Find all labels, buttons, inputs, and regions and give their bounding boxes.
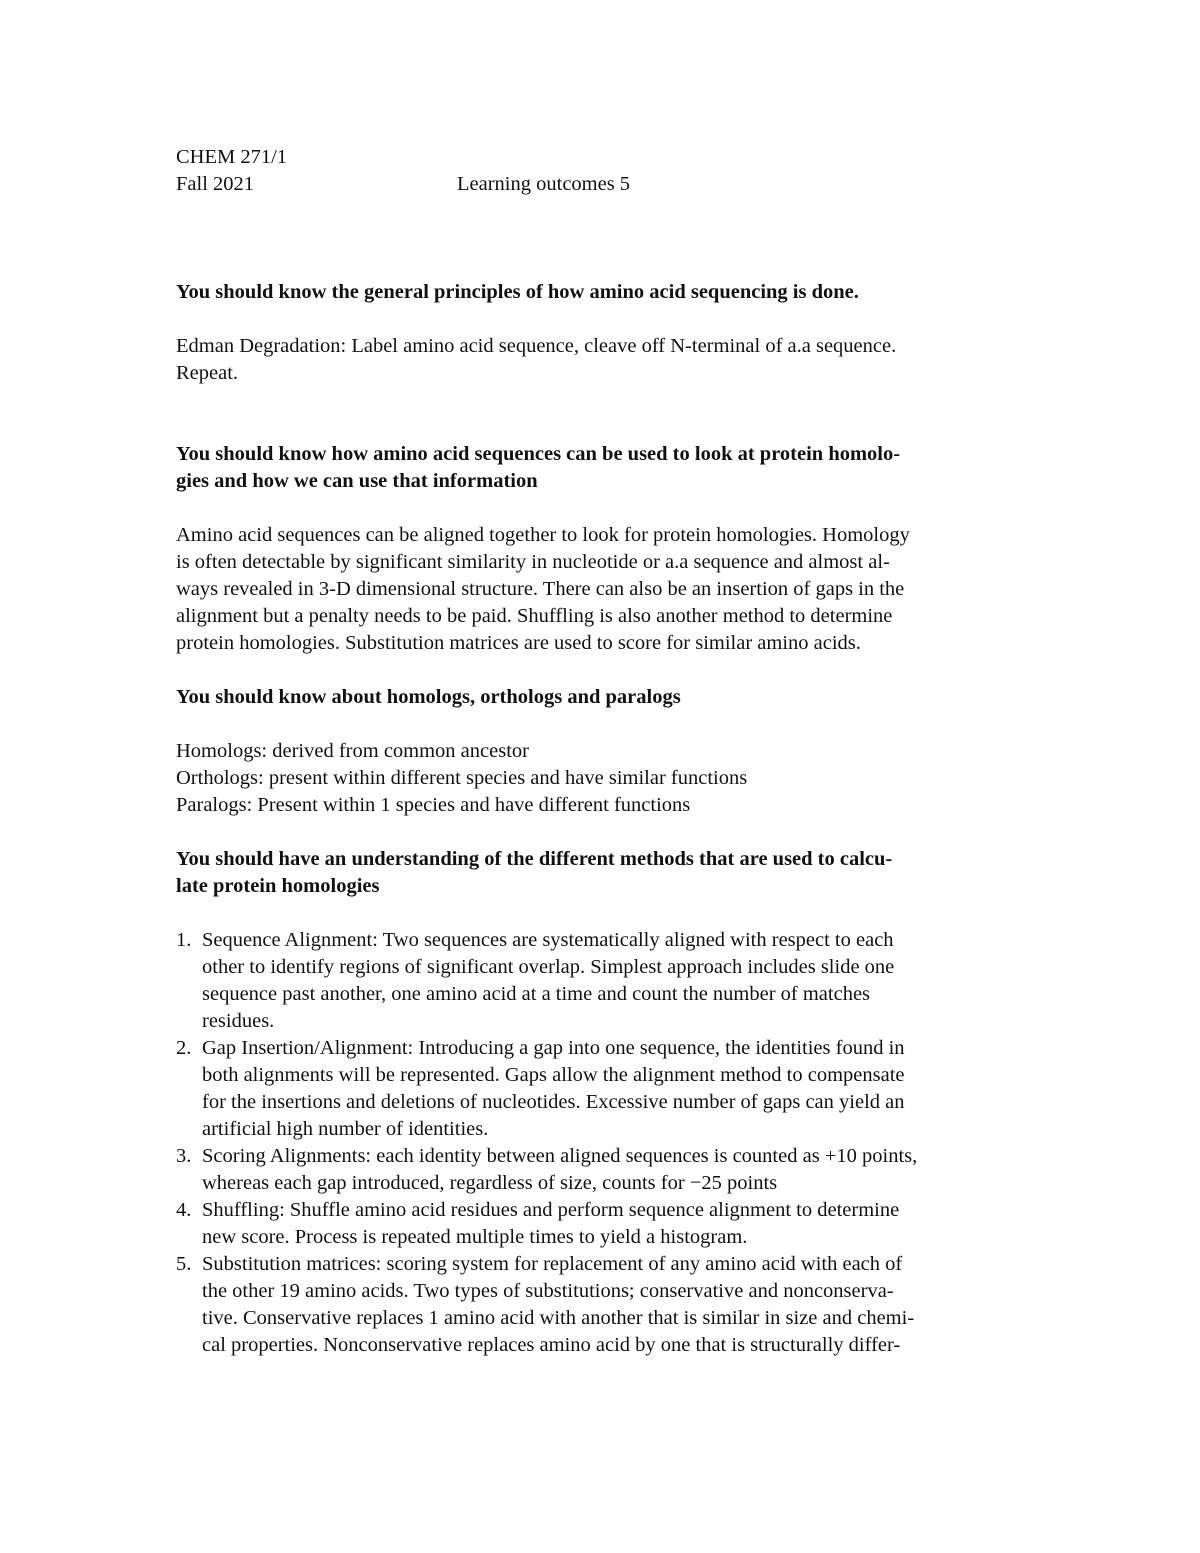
section-body: Homologs: derived from common ancestor Orthologs: present within different species and have similar functions Paralogs: Present within 1 species and have different functions: [176, 740, 748, 816]
document-title: Learning outcomes 5: [457, 173, 631, 195]
list-item: 4. Shuffling: Shuffle amino acid residues and perform sequence alignment to determine new score. Process is repeated multiple times to yield a histogram.: [176, 1199, 900, 1248]
term-line: [176, 171, 1036, 198]
section-body: Amino acid sequences can be aligned together to look for protein homologies. Homology is often detectable by significant similarity in nucleotide or a.a sequence and almost al- ways revealed in 3-D dimensional structure. There can also be an insertion of gaps in the alignment but a penalty needs to be paid. Shuffling is also another method to determine protein homologies. Substitution matrices are used to score for similar amino acids.: [176, 524, 910, 654]
methods-list: [176, 927, 1036, 1359]
course-code: CHEM 271/1: [176, 146, 288, 168]
section-heading: You should know the general principles of how amino acid sequencing is done.: [176, 281, 859, 303]
section-methods: [176, 846, 1036, 1359]
section-homologs: [176, 684, 1036, 819]
section-homology-use: [176, 441, 1036, 657]
term: Fall 2021: [176, 173, 255, 195]
list-item: 2. Gap Insertion/Alignment: Introducing a gap into one sequence, the identities found in both alignments will be represented. Gaps allow the alignment method to compensate for the insertions and deletions of nucleotides. Excessive number of gaps can yield an artificial high number of identities.: [176, 1037, 905, 1140]
list-item: 1. Sequence Alignment: Two sequences are systematically aligned with respect to each other to identify regions of significant overlap. Simplest approach includes slide one sequence past another, one amino acid at a time and count the number of matches residues.: [176, 929, 895, 1032]
section-heading: You should know about homologs, orthologs and paralogs: [176, 686, 681, 708]
section-heading: You should know how amino acid sequences can be used to look at protein homolo- gies and how we can use that information: [176, 443, 901, 492]
section-body: Edman Degradation: Label amino acid sequence, cleave off N-terminal of a.a sequence. Repeat.: [176, 335, 897, 384]
section-heading: You should have an understanding of the different methods that are used to calcu- late protein homologies: [176, 848, 893, 897]
list-item: 5. Substitution matrices: scoring system for replacement of any amino acid with each of the other 19 amino acids. Two types of substitutions; conservative and nonconserva- tive. Conservative replaces 1 amino acid with another that is similar in size and chemi- cal properties. Nonconservative replaces amino acid by one that is structurally differ-: [176, 1253, 915, 1356]
course-line: [176, 144, 1036, 171]
document-page: [176, 144, 1036, 1359]
section-sequencing: [176, 279, 1036, 387]
list-item: 3. Scoring Alignments: each identity between aligned sequences is counted as +10 points, whereas each gap introduced, regardless of size, counts for −25 points: [176, 1145, 918, 1194]
